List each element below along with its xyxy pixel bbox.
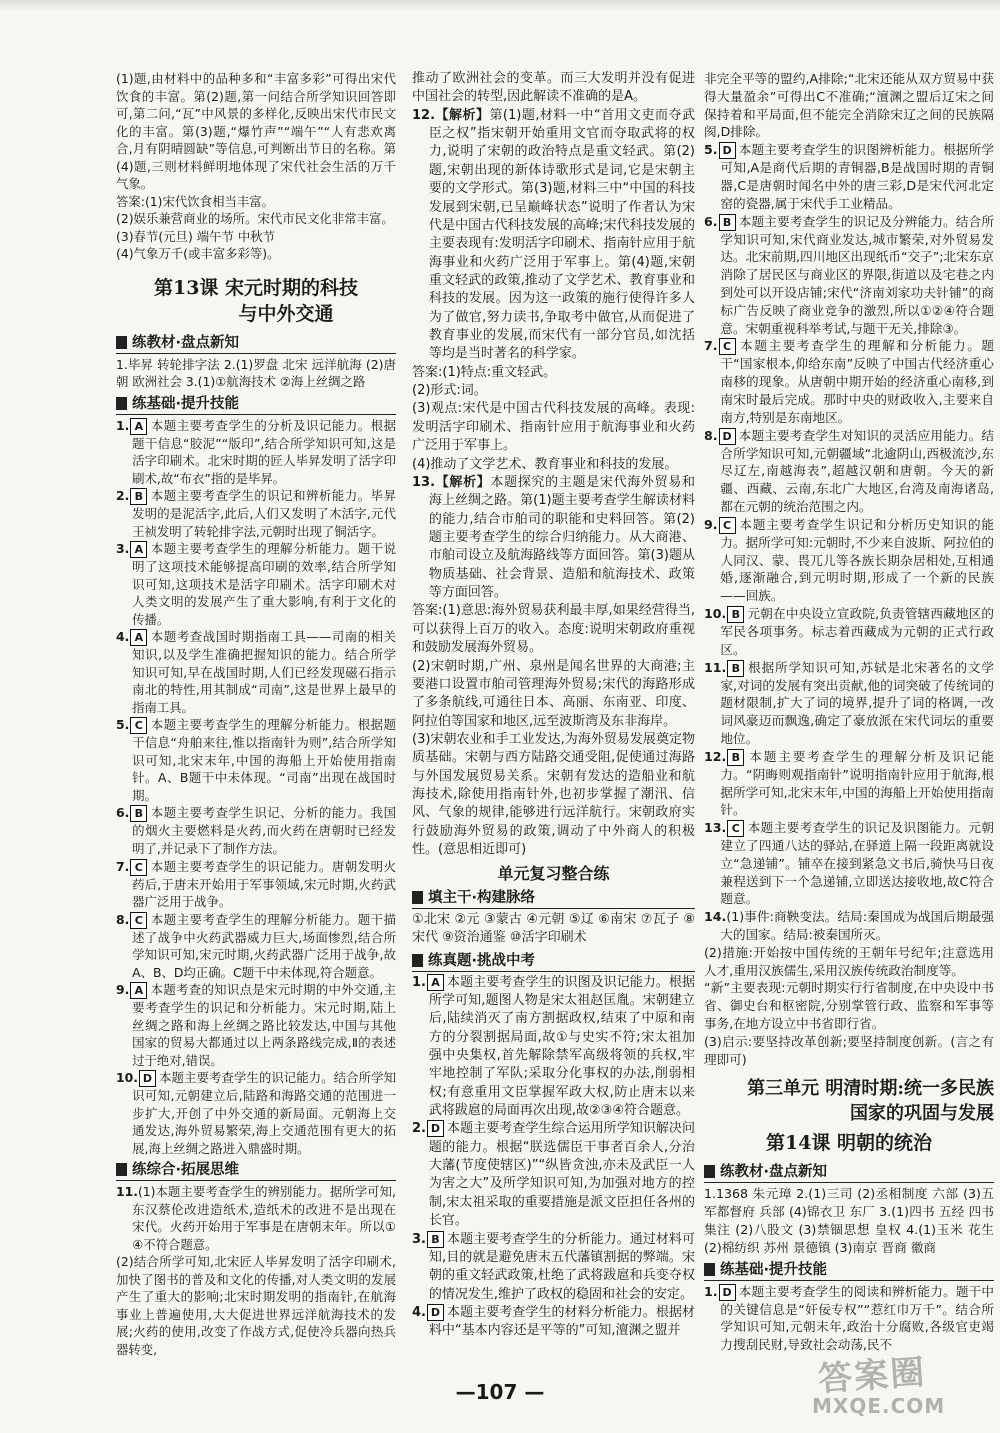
question-answer: 6. B 本题主要考查学生的识记及分辨能力。结合所学知识可知,宋代商业发达,城市繁荣,对外贸易发达。北宋前期,四川地区出现纸币“交子”;北宋东京消除了居民区与商业区的界限,街道以及宅巷之内到处可以开设店铺;宋代“济南刘家功夫针铺”的商标广告反映了商业竞争的激烈,所以①②④符合题意。宋朝重视科举考试,与题干无关,排除③。 xyxy=(704,213,994,336)
answer-letter-badge: D xyxy=(139,1070,156,1087)
watermark-logo: 答案圈 xyxy=(816,1352,928,1400)
answer-text: (3)启示:要坚持改革创新;要坚持制度创新。(言之有理即可) xyxy=(704,1033,994,1067)
answer-text: (4)推动了文学艺术、教育事业和科技的发展。 xyxy=(412,456,678,472)
question-answer: 11. B 根据所学知识可知,苏轼是北宋著名的文学家,对词的发展有突出贡献,他的词突破了传统词的题材限制,扩大了词的境界,提升了词的格调,一改词风豪迈而飘逸,确定了豪放派在宋代词坛的重要地位。 xyxy=(704,659,994,746)
column-right xyxy=(704,70,994,1354)
section-heading: 练教材·盘点新知 xyxy=(116,333,396,354)
watermark-url: MXQE.COM xyxy=(812,1394,946,1418)
site-watermark xyxy=(798,1348,988,1418)
answer-letter-badge: B xyxy=(727,660,744,677)
question-answer: 6. B 本题主要考查学生识记、分析的能力。我国的烟火主要燃料是火药,而火药在唐朝时已经发明了,并记录下了制作方法。 xyxy=(116,805,396,856)
question-answer: 7. C 本题主要考查学生的理解和分析能力。题干“国家根本,仰给东南”反映了中国古代经济重心南移的现象。从唐朝中期开始的经济重心南移,到南宋时最后完成。那时中央的财政收入,主要来自南方,特别是东南地区。 xyxy=(704,338,994,425)
answer-letter-badge: D xyxy=(427,1120,444,1137)
question-answer: 3. A 本题主要考查学生的理解分析能力。题干说明了这项技术能够提高印刷的效率,结合所学知识可知,这项技术是活字印刷术。活字印刷术对人类文明的发展产生了重大影响,有利于文化的传播。 xyxy=(116,541,396,627)
question-answer: 4. D 本题主要考查学生的材料分析能力。根据材料中“基本内容还是平等的”可知,澶渊之盟并 xyxy=(412,1305,695,1339)
answer-letter-badge: B xyxy=(727,749,744,766)
answer-text: 答案:(1)宋代饮食相当丰富。 xyxy=(116,193,275,209)
section-heading: 练综合·拓展思维 xyxy=(116,1160,396,1181)
lesson-title: 第14课 明朝的统治 xyxy=(765,1132,933,1155)
answer-letter-badge: A xyxy=(130,982,147,999)
unit-title: 第三单元 明清时期:统一多民族 国家的巩固与发展 xyxy=(747,1078,994,1125)
question-answer: 12.【解析】第(1)题,材料一中“首用文吏而夺武臣之权”指宋朝开始重用文官而夺取武将的权力,说明了宋朝的政治特点是重文轻武。第(2)题,宋朝出现的新体诗歌形式是词,它是宋朝主要的文学形式。第(3)题,材料三中“中国的科技发展到宋朝,已呈巅峰状态”说明了作者认为宋代是中国古代科技发展的高峰;宋代科技发展的主要表现有:发明活字印刷术、指南针应用于航海事业和火药广泛用于军事上。第(4)题,宋朝重文轻武的政策,推动了文学艺术、教育事业和科技的发展。因为这一政策的施行使得许多人为了做官,努力读书,争取考中做官,从而促进了教育事业的发展,而宋代有一部分官员,如沈括等均是当时著名的科学家。 xyxy=(412,107,695,362)
answer-text: 1.1368 朱元璋 2.(1)三司 (2)丞相制度 六部 (3)五军都督府 兵部 (4)锦衣卫 东厂 3.(1)四书 五经 四书集注 (2)八股文 (3)禁锢思想 皇权 4.(1)玉米 花生 (2)棉纺织 苏州 景德镇 (3)南京 晋商 徽商 xyxy=(704,1186,994,1255)
question-answer: 8. D 本题主要考查学生对知识的灵活应用能力。结合所学知识可知,元朝疆域“北逾阴山,西极流沙,东尽辽左,南越海表”,超越汉朝和唐朝。今天的新疆、西藏、云南,东北广大地区,台湾及南海诸岛,都在元朝的统治范围之内。 xyxy=(704,427,994,514)
answer-text: (2)形式:词。 xyxy=(412,383,487,399)
answer-letter-badge: D xyxy=(719,428,736,445)
question-answer: 10. B 元朝在中央设立宣政院,负责管辖西藏地区的军民各项事务。标志着西藏成为元朝的正式行政区。 xyxy=(704,605,994,657)
lesson-title: 第13课 宋元时期的科技 与中外交通 xyxy=(153,276,359,325)
question-answer: 1. A 本题主要考查学生的分析及识记能力。根据题干信息“胶泥”“版印”,结合所学知识可知,这是活字印刷术。北宋时期的匠人毕昇发明了活字印刷术,故“布衣”指的是毕昇。 xyxy=(116,417,396,486)
answer-text: 答案:(1)意思:海外贸易获利最丰厚,如果经营得当,可以获得上百万的收入。态度:说明宋朝政府重视和鼓励发展海外贸易。 xyxy=(412,603,695,656)
answer-letter-badge: C xyxy=(130,859,147,876)
question-answer: 4. A 本题考查战国时期指南工具——司南的相关知识,以及学生准确把握知识的能力。结合所学知识可知,早在战国时期,人们已经发现磁石指示南北的特性,用其制成“司南”,这是世界上最早的指南工具。 xyxy=(116,629,396,715)
question-answer: 2. B 本题主要考查学生的识记和辨析能力。毕昇发明的是泥活字,此后,人们又发明了木活字,元代王祯发明了转轮排字法,元朝时出现了铜活字。 xyxy=(116,488,396,539)
answer-text: 推动了欧洲社会的变革。而三大发明并没有促进中国社会的转型,因此解读不准确的是A。 xyxy=(412,71,695,105)
answer-text: 非完全平等的盟约,A排除;“北宋还能从双方贸易中获得大量盈余”可得出C不准确;“澶渊之盟后辽宋之间保持着和平局面,但不能完全消除宋辽之间的民族隔阂,D排除。 xyxy=(704,71,994,140)
section-heading: 练教材·盘点新知 xyxy=(704,1162,994,1183)
question-answer: 1. A 本题主要考查学生的识图及识记能力。根据所学可知,题图人物是宋太祖赵匡胤。宋朝建立后,陆续消灭了南方割据政权,结束了中原和南方的分裂割据局面,故①与史实不符;宋太祖加强中央集权,首先解除禁军高级将领的兵权,牢牢地控制了军队;采取分化事权的办法,削弱相权;有意重用文臣掌握军政大权,防止唐末以来武将跋扈的局面再次出现,故②③④符合题意。 xyxy=(412,974,695,1119)
answer-text: 答案:(1)特点:重文轻武。 xyxy=(412,364,557,380)
question-answer: 13.【解析】本题探究的主题是宋代海外贸易和海上丝绸之路。第(1)题主要考查学生解读材料的能力,结合市舶司的职能和史料回答。第(2)题主要考查学生的综合归纳能力。从大商港、市舶司设立及航海路线等方面回答。第(3)题从物质基础、社会背景、造船和航海技术、政策等方面回答。 xyxy=(412,474,695,601)
answer-letter-badge: B xyxy=(130,488,147,505)
answer-letter-badge: C xyxy=(719,517,736,534)
answer-letter-badge: A xyxy=(130,418,147,435)
answer-text: (1)题,由材料中的品种多和“丰富多彩”可得出宋代饮食的丰富。第(2)题,第一问结合所学知识回答即可,第二问,“瓦”中风景的多样化,反映出宋代市民文化的丰富。第(3)题,“爆竹声”“端午”“人有悲欢离合,月有阴晴圆缺”等信息,可判断出节日的名称。第(4)题,三则材料鲜明地体现了宋代社会生活的万千气象。 xyxy=(116,71,396,192)
question-answer: 8. C 本题主要考查学生的理解分析能力。题干描述了战争中火药武器威力巨大,场面惨烈,结合所学知识可知,宋元时期,火药武器广泛用于战争,故A、B、D均正确。C题干中未体现,符合题意。 xyxy=(116,911,396,980)
answer-letter-badge: A xyxy=(130,541,147,558)
question-answer: 9. A 本题考查的知识点是宋元时期的中外交通,主要考查学生的识记和分析能力。宋元时期,陆上丝绸之路和海上丝绸之路比较发达,中国与其他国家的贸易大都通过以上两条路线完成,Ⅱ的表述过于绝对,错误。 xyxy=(116,982,396,1068)
answer-text: ①北宋 ②元 ③蒙古 ④元朝 ⑤辽 ⑥南宋 ⑦瓦子 ⑧宋代 ⑨资治通鉴 ⑩活字印刷术 xyxy=(412,911,695,946)
answer-letter-badge: C xyxy=(130,717,147,734)
answer-text: (2)宋朝时期,广州、泉州是闻名世界的大商港;主要港口设置市舶司管理海外贸易;宋代的海路形成了多条航线,可通往日本、高丽、东南亚、印度、阿拉伯等国家和地区,远至波斯湾及东非海岸。 xyxy=(412,658,695,729)
answer-text: (2)娱乐兼营商业的场所。宋代市民文化非常丰富。 xyxy=(116,211,394,227)
answer-letter-badge: B xyxy=(727,606,744,623)
question-answer: 7. C 本题主要考查学生的识记能力。唐朝发明火药后,于唐末开始用于军事领域,宋元时期,火药武器广泛用于战争。 xyxy=(116,858,396,910)
answer-letter-badge: C xyxy=(130,912,147,929)
question-answer: 11.(1)本题主要考查学生的辨别能力。据所学可知,东汉蔡伦改进造纸术,造纸术的改进不是出现在宋代。火药开始用于军事是在唐朝末年。所以①④不符合题意。 xyxy=(116,1184,396,1252)
answer-text: (2)措施:开始按中国传统的王朝年号纪年;注意选用人才,重用汉族儒生,采用汉族传统政治制度等。 xyxy=(704,944,994,978)
section-heading: 练基础·提升技能 xyxy=(704,1260,994,1281)
scan-shadow xyxy=(0,0,1000,12)
question-answer: 14.(1)事件:商鞅变法。结局:秦国成为战国后期最强大的国家。结局:被秦国所灭。 xyxy=(704,909,994,943)
answer-text: (3)宋朝农业和手工业发达,为海外贸易发展奠定物质基础。宋朝与西方陆路交通受阻,促使通过海路与外国发展贸易关系。宋朝有发达的造船业和航海技术,除使用指南针外,也初步掌握了潮汛、信风、气象的规律,能够进行远洋航行。宋朝政府实行鼓励海外贸易的政策,调动了中外商人的积极性。(意思相近即可) xyxy=(412,731,695,858)
review-title: 单元复习整合练 xyxy=(497,864,610,884)
section-heading: 练真题·挑战中考 xyxy=(412,951,695,972)
question-answer: 5. C 本题主要考查学生的理解分析能力。根据题干信息“舟舶来往,惟以指南针为则”,结合所学知识可知,北宋末年,中国的海船上开始使用指南针。A、B题干中未体现。“司南”出现在战国时期。 xyxy=(116,717,396,803)
section-heading: 练基础·提升技能 xyxy=(116,394,396,415)
section-heading: 填主干·构建脉络 xyxy=(412,888,695,909)
answer-text: (3)观点:宋代是中国古代科技发展的高峰。表现:发明活字印刷术、指南针应用于航海事业和火药广泛用于军事上。 xyxy=(412,401,695,454)
answer-letter-badge: C xyxy=(727,820,744,837)
question-answer: 5. D 本题主要考查学生的识图辨析能力。根据所学可知,A是商代后期的青铜器,B是战国时期的青铜器,C是唐朝时闻名中外的唐三彩,D是宋代河北定窑的瓷器,属于宋代手工业精品。 xyxy=(704,142,994,211)
question-answer: 2. D 本题主要考查学生综合运用所学知识解决问题的能力。根据“朕选儒臣干事者百余人,分治大藩(节度使辖区)”“纵皆贪浊,亦未及武臣一人为害之大”及所学知识可知,为加强对地方的控制,宋太祖采取的重要措施是派文臣担任各州的长官。 xyxy=(412,1121,695,1229)
answer-letter-badge: A xyxy=(427,974,444,991)
answer-letter-badge: D xyxy=(719,1284,736,1301)
answer-letter-badge: A xyxy=(130,629,147,646)
answer-letter-badge: B xyxy=(427,1231,444,1248)
column-middle xyxy=(412,70,695,1341)
question-answer: 3. B 本题主要考查学生的分析能力。通过材料可知,目的就是避免唐末五代藩镇割据的弊端。宋朝的重文轻武政策,杜绝了武将跋扈和兵变夺权的情况发生,维护了政权的稳固和社会的安定。 xyxy=(412,1231,695,1302)
question-answer: 12. B 本题主要考查学生的理解分析及识记能力。“阴晦则观指南针”说明指南针应用于航海,根据所学可知,北宋末年,中国的海船上开始使用指南针。 xyxy=(704,748,994,818)
answer-text: 1.毕昇 转轮排字法 2.(1)罗盘 北宋 远洋航海 (2)唐朝 欧洲社会 3.(1)①航海技术 ②海上丝绸之路 xyxy=(116,356,396,390)
answer-text: (4)气象万千(或丰富多彩等)。 xyxy=(116,246,280,262)
answer-letter-badge: B xyxy=(719,214,736,231)
page-number: —107 — xyxy=(455,1380,545,1404)
answer-text: (3)春节(元旦) 端午节 中秋节 xyxy=(116,228,276,244)
question-answer: 13. C 本题主要考查学生的识记及识图能力。元朝建立了四通八达的驿站,在驿道上隔一段距离就设立“急递铺”。铺卒在接到紧急文书后,骑快马日夜兼程送到下一个急递铺,立即送达接收地,故C符合题意。 xyxy=(704,820,994,907)
answer-letter-badge: D xyxy=(427,1304,444,1321)
answer-letter-badge: D xyxy=(719,142,736,159)
question-answer: 9. C 本题主要考查学生识记和分析历史知识的能力。据所学可知:元朝时,不少来自波斯、阿拉伯的人同汉、蒙、畏兀儿等各族长期杂居相处,互相通婚,逐渐融合,到元明时期,形成了一个新的民族——回族。 xyxy=(704,516,994,604)
answer-letter-badge: C xyxy=(719,338,736,355)
answer-letter-badge: B xyxy=(130,805,147,822)
column-left xyxy=(116,70,396,1358)
question-answer: 10. D 本题主要考查学生的识记能力。结合所学知识可知,元朝建立后,陆路和海路交通的范围进一步扩大,开创了中外交通的新局面。元朝海上交通发达,海外贸易繁荣,海上交通范围有更大的拓展,海上丝绸之路进入鼎盛时期。 xyxy=(116,1070,396,1156)
answer-text: “新”主要表现:元朝时期实行行省制度,在中央设中书省、御史台和枢密院,分别掌管行政、监察和军事等事务,在地方设立中书省即行省。 xyxy=(704,980,994,1032)
question-answer: 1. D 本题主要考查学生的阅读和辨析能力。题干中的关键信息是“奸佞专权”“惹红巾万千”。结合所学知识可知,元朝末年,政治十分腐败,各级官吏竭力搜刮民财,导致社会动荡,民不 xyxy=(704,1283,994,1353)
answer-text: (2)结合所学可知,北宋匠人毕昇发明了活字印刷术,加快了图书的普及和文化的传播,对人类文明的发展产生了重大的影响;北宋时期发明的指南针,在航海事业上普遍使用,大大促进世界远洋航海技术的发展;火药的使用,改变了作战方式,促使冷兵器向热兵器转变, xyxy=(116,1254,396,1357)
